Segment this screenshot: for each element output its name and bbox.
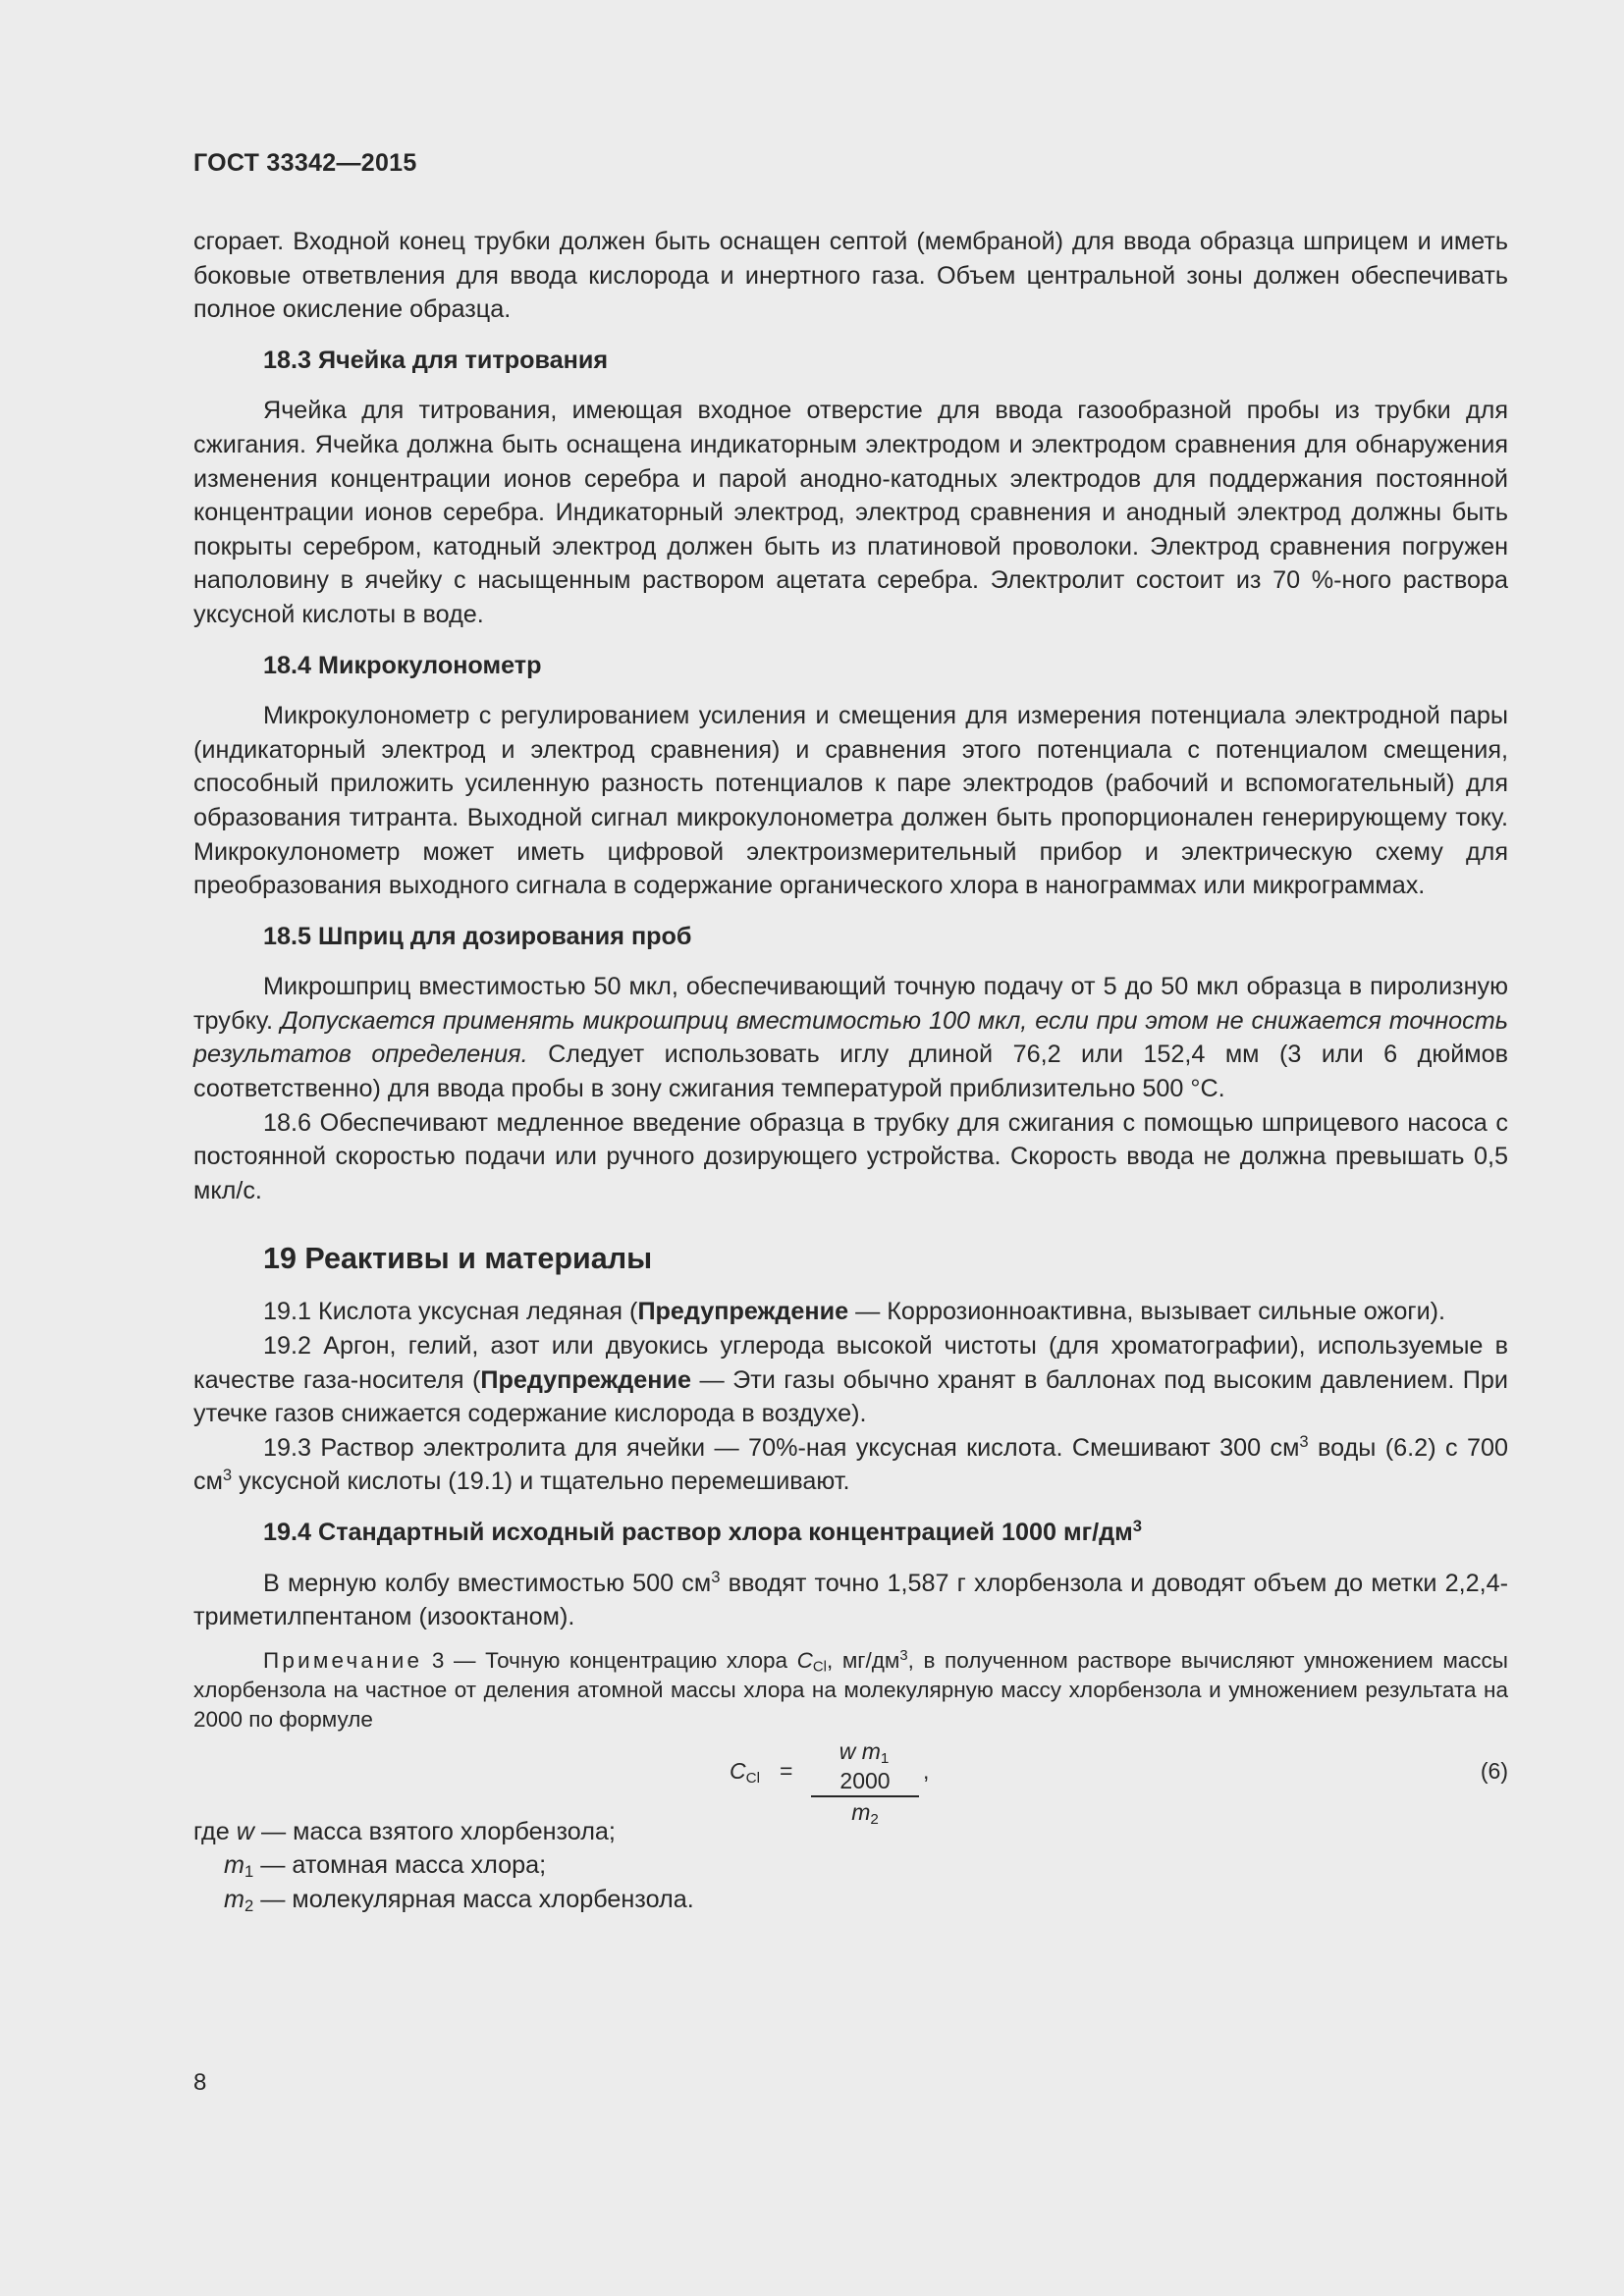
paragraph-18-6: 18.6 Обеспечивают медленное введение образца в трубку для сжигания с помощью шприцевого насоса с постоянной скоростью подачи или ручного дозирующего устройства. Скорость ввода не должна превышать 0,5 мкл/с. xyxy=(193,1108,1508,1204)
paragraph-19-4: В мерную колбу вместимостью 500 $см^3$ вводят точно 1,587 г хлорбензола и доводят объем до метки 2,2,4-триметилпентаном (изооктаном). xyxy=(193,1567,1508,1631)
note-3: Примечание 3 — Точную концентрацию хлора $C_{Cl}$, $мг/дм^3$, в полученном растворе вычисляют умножением массы хлорбензола на частное от деления атомной массы хлора на молекулярную массу хлорбензола и умножением результата на 2000 по формуле xyxy=(193,1647,1508,1732)
paragraph-19-1: 19.1 Кислота уксусная ледяная (Предупреждение — Коррозионноактивна, вызывает сильные ожоги). xyxy=(263,1298,1446,1326)
formula-numerator: w $m_1$ 2000 xyxy=(839,1737,891,1793)
heading-18-4: 18.4 Микрокулонометр xyxy=(263,651,542,679)
heading-19: 19 Реактивы и материалы xyxy=(263,1242,653,1276)
paragraph-18-3: Ячейка для титрования, имеющая входное отверстие для ввода газообразной пробы из трубки для сжигания. Ячейка должна быть оснащена индикаторным электродом и электродом сравнения для обнаружения изменения концентрации ионов серебра и парой анодно-катодных электродов для поддержания постоянной концентрации ионов серебра. Индикаторный электрод, электрод сравнения и анодный электрод должны быть покрыты серебром, катодный электрод должен быть из платиновой проволоки. Электрод сравнения погружен наполовину в ячейку с насыщенным раствором ацетата серебра. Электролит состоит из 70 %-ного раствора уксусной кислоты в воде. xyxy=(193,397,1508,628)
note-label: Примечание xyxy=(263,1647,423,1673)
page-body xyxy=(193,225,1508,1917)
doc-code: ГОСТ 33342—2015 xyxy=(193,149,417,177)
heading-18-3: 18.3 Ячейка для титрования xyxy=(263,346,609,374)
continuation-paragraph: сгорает. Входной конец трубки должен быть оснащен септой (мембраной) для ввода образца шприцем и иметь боковые ответвления для ввода кислорода и инертного газа. Объем центральной зоны должен обеспечивать полное окисление образца. xyxy=(193,228,1508,324)
where-m1: $m_1$ — атомная масса хлора; xyxy=(224,1851,547,1882)
formula-6: $C_{Cl}$ = w $m_1$ 2000 $m_2$ , (6) xyxy=(730,1737,1508,1828)
where-m2: $m_2$ — молекулярная масса хлорбензола. xyxy=(224,1885,694,1916)
formula-fraction xyxy=(811,1736,919,1827)
heading-19-4: 19.4 Стандартный исходный раствор хлора концентрацией 1000 $мг/дм^3$ xyxy=(263,1516,1143,1546)
paragraph-19-2: 19.2 Аргон, гелий, азот или двуокись углерода высокой чистоты (для хроматографии), используемые в качестве газа-носителя (Предупреждение — Эти газы обычно хранят в баллонах под высоким давлением. При утечке газов снижается содержание кислорода в воздухе). xyxy=(193,1332,1508,1428)
formula-lhs: $C_{Cl}$ xyxy=(730,1757,760,1787)
warning-label: Предупреждение xyxy=(480,1365,691,1394)
page-number: 8 xyxy=(193,2069,207,2096)
paragraph-19-3: 19.3 Раствор электролита для ячейки — 70%-ная уксусная кислота. Смешивают 300 $см^3$ воды (6.2) с 700 $см^3$ уксусной кислоты (19.1) и тщательно перемешивают. xyxy=(193,1431,1508,1496)
warning-label: Предупреждение xyxy=(637,1298,849,1326)
heading-18-5: 18.5 Шприц для дозирования проб xyxy=(263,922,692,950)
formula-number: (6) xyxy=(1480,1757,1508,1784)
formula-equals: = xyxy=(780,1757,793,1784)
formula-denominator: $m_2$ xyxy=(851,1798,879,1828)
where-w: где w — масса взятого хлорбензола; xyxy=(193,1817,616,1845)
permission-italic-text: Допускается применять микрошприц вместимостью 100 мкл, если при этом не снижается точность результатов определения. xyxy=(193,1006,1508,1069)
paragraph-18-5: Микрошприц вместимостью 50 мкл, обеспечивающий точную подачу от 5 до 50 мкл образца в пиролизную трубку. Допускается применять микрошприц вместимостью 100 мкл, если при этом не снижается точность результатов определения. Следует использовать иглу длиной 76,2 или 152,4 мм (3 или 6 дюймов соответственно) для ввода пробы в зону сжигания температурой приблизительно 500 °С. xyxy=(193,973,1508,1103)
paragraph-18-4: Микрокулонометр с регулированием усиления и смещения для измерения потенциала электродной пары (индикаторный электрод и электрод сравнения) и сравнения этого потенциала с потенциалом смещения, способный приложить усиленную разность потенциалов к паре электродов (рабочий и вспомогательный) для образования титранта. Выходной сигнал микрокулонометра должен быть пропорционален генерирующему току. Микрокулонометр может иметь цифровой электроизмерительный прибор и электрическую схему для преобразования выходного сигнала в содержание органического хлора в нанограммах или микрограммах. xyxy=(193,702,1508,900)
